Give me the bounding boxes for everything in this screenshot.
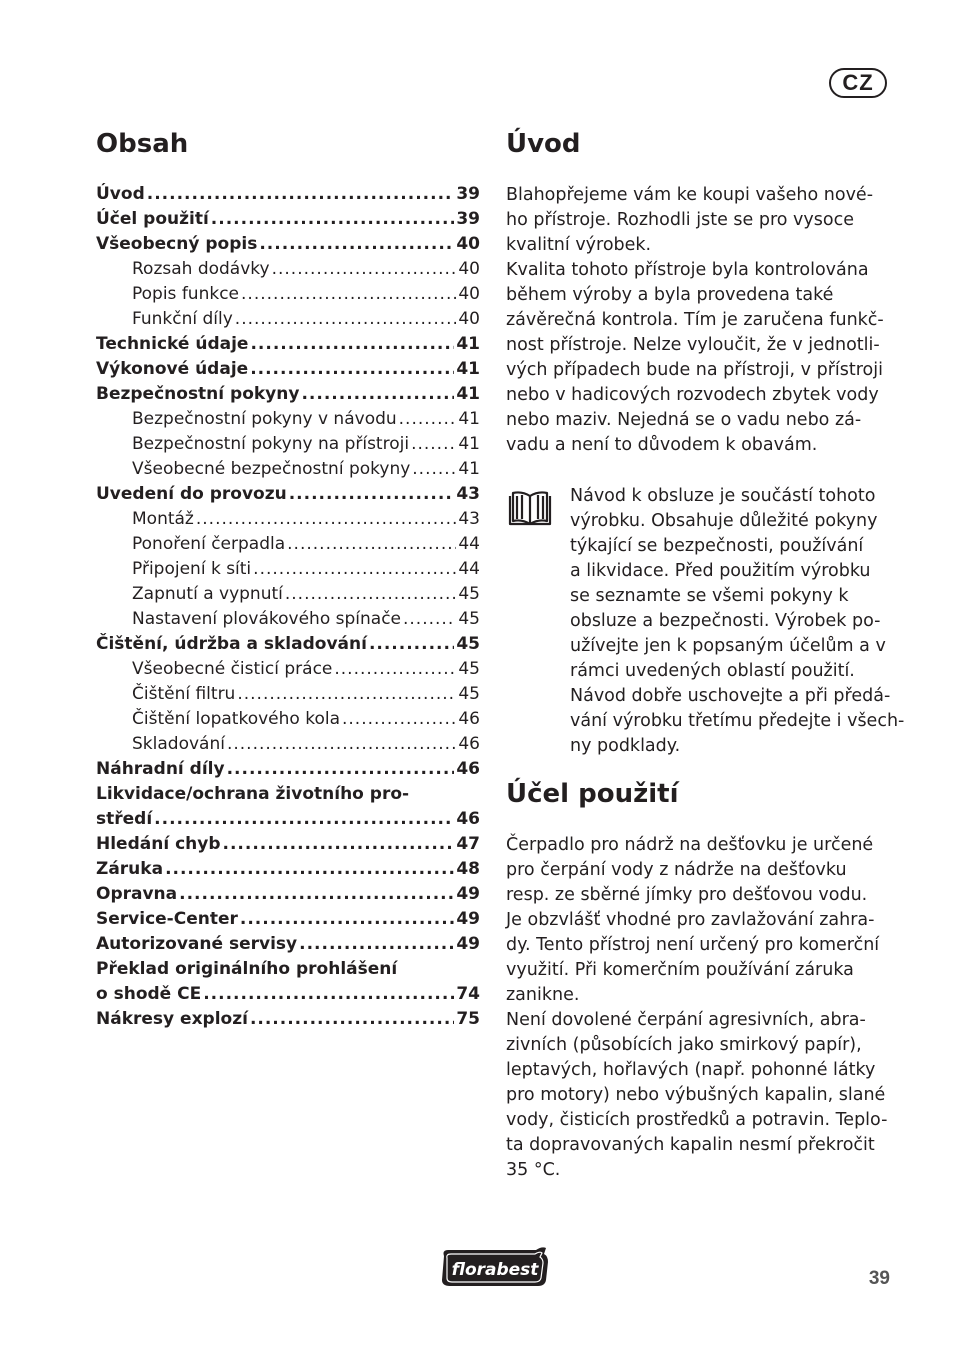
toc-leader-dots bbox=[227, 757, 455, 782]
toc-entry-label: Všeobecný popis bbox=[96, 234, 258, 254]
toc-entry-page: 40 bbox=[458, 284, 480, 304]
toc-entry-page: 41 bbox=[458, 459, 480, 479]
toc-entry-page: 43 bbox=[458, 509, 480, 529]
toc-entry-label: Service-Center bbox=[96, 909, 238, 929]
toc-entry bbox=[96, 507, 480, 532]
toc-leader-dots bbox=[412, 457, 456, 482]
toc-leader-dots bbox=[334, 657, 456, 682]
toc-entry-page: 46 bbox=[458, 734, 480, 754]
toc-entry bbox=[96, 207, 480, 232]
text-line: ho přístroje. Rozhodli jste se pro vysoce bbox=[506, 210, 854, 230]
toc-leader-dots bbox=[223, 832, 455, 857]
text-line: ta dopravovaných kapalin nesmí překročit bbox=[506, 1135, 875, 1155]
toc-entry-page: 39 bbox=[456, 184, 480, 204]
toc-entry-page: 45 bbox=[458, 684, 480, 704]
toc-leader-dots bbox=[237, 682, 456, 707]
text-line: týkající se bezpečnosti, používání bbox=[570, 536, 864, 556]
toc-leader-dots bbox=[285, 582, 456, 607]
toc-entry bbox=[96, 632, 480, 657]
toc-leader-dots bbox=[154, 807, 454, 832]
text-line: Není dovolené čerpání agresivních, abra- bbox=[506, 1010, 866, 1030]
toc-entry-page: 46 bbox=[458, 709, 480, 729]
toc-entry-page: 44 bbox=[458, 559, 480, 579]
purpose-paragraph bbox=[506, 833, 892, 1183]
toc-entry-page: 49 bbox=[456, 934, 480, 954]
florabest-logo bbox=[438, 1246, 552, 1288]
toc-entry bbox=[96, 482, 480, 507]
text-line: 35 °C. bbox=[506, 1160, 561, 1180]
toc-entry-label: Bezpečnostní pokyny v návodu bbox=[132, 409, 397, 429]
toc-entry bbox=[96, 232, 480, 257]
text-line: závěrečná kontrola. Tím je zaručena funkč- bbox=[506, 310, 884, 330]
book-icon bbox=[507, 488, 553, 528]
toc-entry bbox=[96, 932, 480, 957]
toc-entry-label: Bezpečnostní pokyny bbox=[96, 384, 300, 404]
toc-leader-dots bbox=[147, 182, 455, 207]
page-number: 39 bbox=[868, 1268, 890, 1289]
text-line: nost přístroje. Nelze vyloučit, že v jednotli- bbox=[506, 335, 880, 355]
toc-entry-label: Účel použití bbox=[96, 209, 209, 229]
toc-entry bbox=[96, 282, 480, 307]
toc-entry-page: 40 bbox=[456, 234, 480, 254]
toc-leader-dots bbox=[403, 607, 456, 632]
language-badge: CZ bbox=[829, 68, 887, 98]
text-line: zanikne. bbox=[506, 985, 580, 1005]
intro-title: Úvod bbox=[506, 129, 581, 159]
toc-leader-dots bbox=[240, 907, 454, 932]
text-line: se seznamte se všemi pokyny k bbox=[570, 586, 849, 606]
toc-entry bbox=[96, 457, 480, 482]
toc-entry-label: Nákresy explozí bbox=[96, 1009, 248, 1029]
toc-entry-label: Likvidace/ochrana životního pro- bbox=[96, 784, 410, 804]
text-line: vání výrobku třetímu předejte i všech- bbox=[570, 711, 905, 731]
text-line: obsluze a bezpečnosti. Výrobek po- bbox=[570, 611, 881, 631]
toc-entry-label: Uvedení do provozu bbox=[96, 484, 287, 504]
toc-leader-dots bbox=[369, 632, 454, 657]
toc-entry-label: Připojení k síti bbox=[132, 559, 252, 579]
text-line: a likvidace. Před použitím výrobku bbox=[570, 561, 871, 581]
toc-entry bbox=[96, 257, 480, 282]
text-line: zivních (působících jako smirkový papír), bbox=[506, 1035, 862, 1055]
toc-entry bbox=[96, 432, 480, 457]
toc-entry-label: Zapnutí a vypnutí bbox=[132, 584, 283, 604]
toc-entry-label: Všeobecné bezpečnostní pokyny bbox=[132, 459, 411, 479]
text-line: Návod k obsluze je součástí tohoto bbox=[570, 486, 876, 506]
text-line: nebo v hadicových rozvodech zbytek vody bbox=[506, 385, 879, 405]
toc-entry-label: Bezpečnostní pokyny na přístroji bbox=[132, 434, 410, 454]
toc-entry-label: Technické údaje bbox=[96, 334, 249, 354]
toc-leader-dots bbox=[272, 257, 457, 282]
toc-entry-label: Záruka bbox=[96, 859, 164, 879]
toc-entry bbox=[96, 907, 480, 932]
text-line: vadu a není to důvodem k obavám. bbox=[506, 435, 818, 455]
toc-entry bbox=[96, 657, 480, 682]
toc-leader-dots bbox=[211, 207, 455, 232]
text-line: během výroby a byla provedena také bbox=[506, 285, 834, 305]
text-line: užívejte jen k popsaným účelům a v bbox=[570, 636, 886, 656]
toc-entry-page: 41 bbox=[456, 334, 480, 354]
text-line: nebo maziv. Nejedná se o vadu nebo zá- bbox=[506, 410, 862, 430]
toc-entry bbox=[96, 757, 480, 782]
toc-entry-page: 45 bbox=[458, 659, 480, 679]
toc-leader-dots bbox=[227, 732, 456, 757]
toc-entry-label: Nastavení plovákového spínače bbox=[132, 609, 401, 629]
toc-entry bbox=[96, 682, 480, 707]
text-line: Je obzvlášť vhodné pro zavlažování zahra- bbox=[506, 910, 875, 930]
toc-entry-label: Autorizované servisy bbox=[96, 934, 298, 954]
logo-text: florabest bbox=[451, 1260, 539, 1280]
toc-leader-dots bbox=[253, 557, 456, 582]
toc-entry-page: 44 bbox=[458, 534, 480, 554]
toc-entry-label: Skladování bbox=[132, 734, 225, 754]
toc-entry bbox=[96, 607, 480, 632]
text-line: leptavých, hořlavých (např. pohonné látky bbox=[506, 1060, 876, 1080]
toc-entry bbox=[96, 957, 480, 982]
toc-entry-page: 39 bbox=[456, 209, 480, 229]
toc-entry bbox=[96, 307, 480, 332]
toc-entry-page: 45 bbox=[458, 584, 480, 604]
toc-entry-page: 40 bbox=[458, 309, 480, 329]
toc-leader-dots bbox=[250, 357, 454, 382]
text-line: kvalitní výrobek. bbox=[506, 235, 652, 255]
toc-entry bbox=[96, 857, 480, 882]
toc-title: Obsah bbox=[96, 129, 189, 159]
toc-entry-page: 47 bbox=[456, 834, 480, 854]
toc-entry bbox=[96, 532, 480, 557]
toc-entry-page: 45 bbox=[458, 609, 480, 629]
toc-leader-dots bbox=[399, 407, 457, 432]
toc-entry-label: Čištění, údržba a skladování bbox=[96, 634, 367, 654]
text-line: rámci uvedených oblastí použití. bbox=[570, 661, 855, 681]
toc-entry-label: Opravna bbox=[96, 884, 178, 904]
toc-entry-page: 46 bbox=[456, 759, 480, 779]
toc-leader-dots bbox=[196, 507, 457, 532]
toc-entry-label: Montáž bbox=[132, 509, 194, 529]
toc-leader-dots bbox=[287, 532, 456, 557]
text-line: dy. Tento přístroj není určený pro komerční bbox=[506, 935, 880, 955]
table-of-contents bbox=[96, 182, 480, 1032]
toc-entry bbox=[96, 982, 480, 1007]
text-line: Návod dobře uschovejte a při předá- bbox=[570, 686, 891, 706]
text-line: ny podklady. bbox=[570, 736, 681, 756]
toc-entry-label: Popis funkce bbox=[132, 284, 240, 304]
toc-entry-label: Výkonové údaje bbox=[96, 359, 249, 379]
toc-entry bbox=[96, 332, 480, 357]
toc-entry bbox=[96, 357, 480, 382]
text-line: vých případech bude na přístroji, v přístroji bbox=[506, 360, 883, 380]
toc-entry bbox=[96, 707, 480, 732]
toc-entry-label: Náhradní díly bbox=[96, 759, 225, 779]
toc-entry-page: 41 bbox=[458, 434, 480, 454]
toc-entry-label: Čištění filtru bbox=[132, 684, 236, 704]
text-line: Kvalita tohoto přístroje byla kontrolována bbox=[506, 260, 869, 280]
toc-entry-page: 41 bbox=[456, 359, 480, 379]
toc-entry-label: Rozsah dodávky bbox=[132, 259, 270, 279]
toc-leader-dots bbox=[241, 282, 456, 307]
toc-leader-dots bbox=[411, 432, 456, 457]
toc-entry bbox=[96, 182, 480, 207]
toc-entry-page: 46 bbox=[456, 809, 480, 829]
text-line: Blahopřejeme vám ke koupi vašeho nové- bbox=[506, 185, 874, 205]
toc-entry bbox=[96, 732, 480, 757]
toc-entry bbox=[96, 557, 480, 582]
toc-entry-label: středí bbox=[96, 809, 153, 829]
toc-entry bbox=[96, 782, 480, 807]
manual-note bbox=[570, 484, 905, 759]
toc-entry-label: Hledání chyb bbox=[96, 834, 221, 854]
toc-entry-label: Všeobecné čisticí práce bbox=[132, 659, 333, 679]
toc-entry-page: 48 bbox=[456, 859, 480, 879]
toc-leader-dots bbox=[203, 982, 454, 1007]
toc-entry bbox=[96, 382, 480, 407]
toc-leader-dots bbox=[235, 307, 457, 332]
text-line: Čerpadlo pro nádrž na dešťovku je určené bbox=[506, 835, 874, 855]
toc-entry bbox=[96, 582, 480, 607]
text-line: resp. ze sběrné jímky pro dešťovou vodu. bbox=[506, 885, 868, 905]
toc-entry-page: 49 bbox=[456, 884, 480, 904]
toc-entry-page: 74 bbox=[456, 984, 480, 1004]
toc-leader-dots bbox=[250, 1007, 454, 1032]
toc-leader-dots bbox=[299, 932, 454, 957]
text-line: pro čerpání vody z nádrže na dešťovku bbox=[506, 860, 847, 880]
toc-entry-page: 45 bbox=[456, 634, 480, 654]
text-line: pro motory) nebo výbušných kapalin, slané bbox=[506, 1085, 886, 1105]
toc-entry-label: Ponoření čerpadla bbox=[132, 534, 286, 554]
toc-entry-label: o shodě CE bbox=[96, 984, 202, 1004]
toc-entry-page: 49 bbox=[456, 909, 480, 929]
text-line: vody, čisticích prostředků a potravin. Teplo- bbox=[506, 1110, 888, 1130]
text-line: využití. Při komerčním používání záruka bbox=[506, 960, 854, 980]
toc-leader-dots bbox=[301, 382, 454, 407]
toc-leader-dots bbox=[342, 707, 456, 732]
toc-leader-dots bbox=[179, 882, 454, 907]
toc-entry-label: Překlad originálního prohlášení bbox=[96, 959, 398, 979]
toc-entry bbox=[96, 1007, 480, 1032]
toc-leader-dots bbox=[289, 482, 455, 507]
text-line: výrobku. Obsahuje důležité pokyny bbox=[570, 511, 878, 531]
toc-entry bbox=[96, 882, 480, 907]
toc-entry-page: 43 bbox=[456, 484, 480, 504]
toc-entry-page: 75 bbox=[456, 1009, 480, 1029]
intro-paragraph bbox=[506, 183, 892, 458]
purpose-title: Účel použití bbox=[506, 779, 679, 809]
toc-leader-dots bbox=[165, 857, 454, 882]
toc-entry-label: Úvod bbox=[96, 184, 145, 204]
toc-entry-page: 40 bbox=[458, 259, 480, 279]
toc-entry bbox=[96, 407, 480, 432]
toc-entry bbox=[96, 832, 480, 857]
toc-leader-dots bbox=[259, 232, 454, 257]
toc-entry bbox=[96, 807, 480, 832]
toc-entry-page: 41 bbox=[456, 384, 480, 404]
toc-entry-label: Funkční díly bbox=[132, 309, 233, 329]
toc-entry-page: 41 bbox=[458, 409, 480, 429]
toc-leader-dots bbox=[250, 332, 454, 357]
toc-entry-label: Čištění lopatkového kola bbox=[132, 709, 340, 729]
